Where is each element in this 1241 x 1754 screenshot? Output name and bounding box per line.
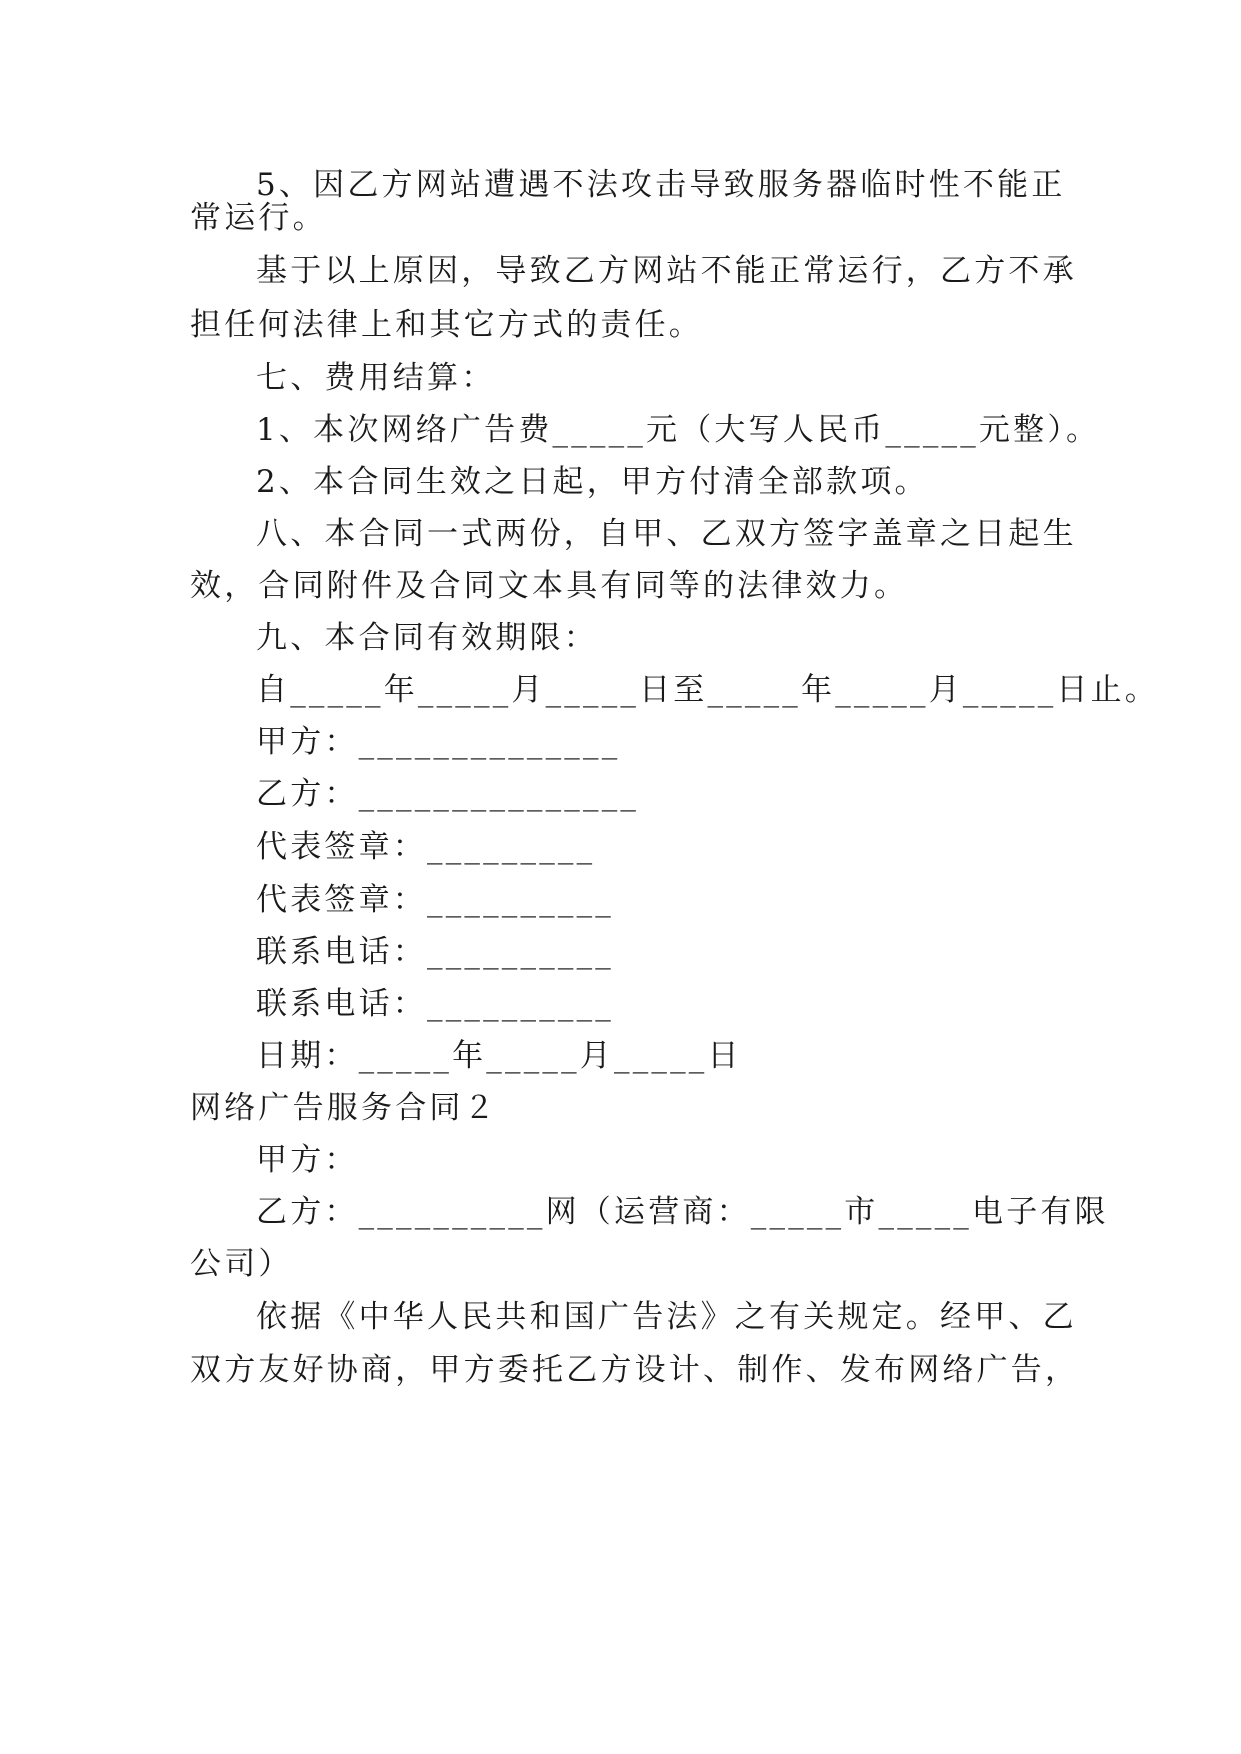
document-title: 网络广告服务合同２ xyxy=(190,1090,498,1126)
paragraph-line: 八、本合同一式两份，自甲、乙双方签字盖章之日起生 xyxy=(256,516,1077,552)
signature-line: 联系电话：__________ xyxy=(256,986,614,1022)
paragraph-line: 公司） xyxy=(190,1246,293,1282)
signature-line: 乙方：_______________ xyxy=(256,776,640,812)
party-line: 乙方：__________网（运营商：_____市_____电子有限 xyxy=(256,1194,1109,1230)
paragraph-line: 依据《中华人民共和国广告法》之有关规定。经甲、乙 xyxy=(256,1299,1077,1335)
signature-line: 联系电话：__________ xyxy=(256,934,614,970)
paragraph-line: 常运行。 xyxy=(190,200,327,236)
paragraph-line: 基于以上原因，导致乙方网站不能正常运行，乙方不承 xyxy=(256,253,1077,289)
paragraph-line: 1、本次网络广告费_____元（大写人民币_____元整）。 xyxy=(256,412,1101,448)
paragraph-line: 2、本合同生效之日起，甲方付清全部款项。 xyxy=(256,464,929,500)
signature-line: 代表签章：__________ xyxy=(256,882,614,918)
date-line: 日期：_____年_____月_____日 xyxy=(256,1038,742,1074)
signature-line: 甲方：______________ xyxy=(256,724,621,760)
paragraph-line: 5、因乙方网站遭遇不法攻击导致服务器临时性不能正 xyxy=(256,167,1066,203)
signature-line: 代表签章：_________ xyxy=(256,829,596,865)
section-heading: 九、本合同有效期限： xyxy=(256,620,598,656)
paragraph-line: 自_____年_____月_____日至_____年_____月_____日止。 xyxy=(256,672,1159,708)
section-heading: 七、费用结算： xyxy=(256,360,496,396)
paragraph-line: 效，合同附件及合同文本具有同等的法律效力。 xyxy=(190,568,909,604)
paragraph-line: 双方友好协商，甲方委托乙方设计、制作、发布网络广告， xyxy=(190,1352,1080,1388)
paragraph-line: 担任何法律上和其它方式的责任。 xyxy=(190,307,703,343)
party-line: 甲方： xyxy=(256,1142,359,1178)
